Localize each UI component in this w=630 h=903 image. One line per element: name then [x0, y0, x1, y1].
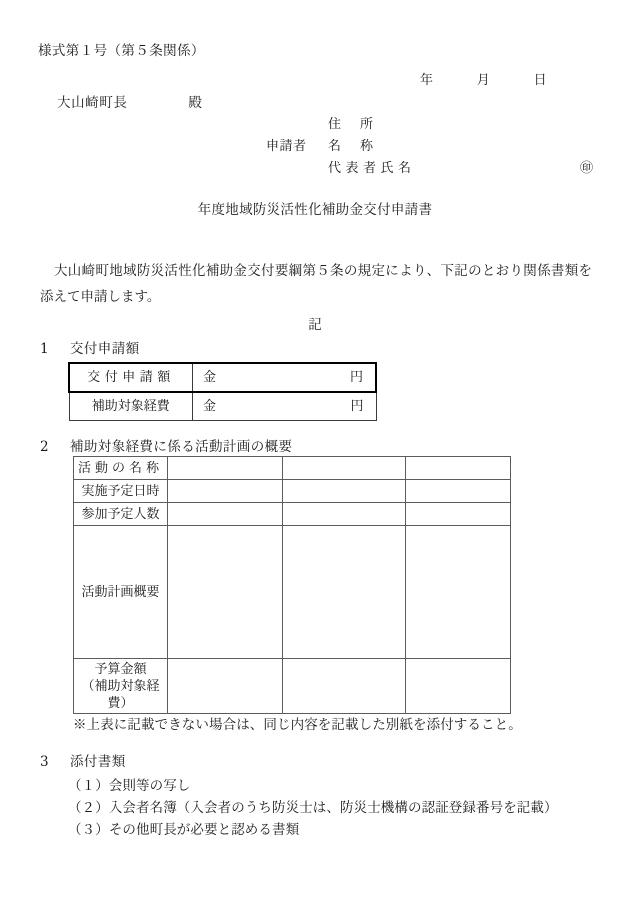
table-row: [74, 480, 511, 503]
date-month-label: 月: [476, 73, 491, 88]
page-title: 年度地域防災活性化補助金交付申請書: [197, 202, 433, 218]
table-row: [74, 503, 511, 526]
section-3-title: 添付書類: [70, 754, 126, 770]
attachment-marker-1: （１）: [68, 778, 109, 794]
section-2-heading: [40, 441, 292, 455]
section-1-heading: [40, 343, 140, 357]
participants-label-cell: [74, 503, 168, 526]
budget-label-line2: （補助対象経費）: [81, 678, 160, 711]
section-3-number: 3: [40, 754, 49, 770]
table-note: ※上表に記載できない場合は、同じ内容を記載した別紙を添付すること。: [73, 717, 522, 733]
applicant-block: [266, 118, 593, 184]
addressee-name: 大山崎町長: [57, 95, 128, 111]
applicant-row-address: [266, 118, 593, 140]
budget-label-cell: [74, 659, 168, 714]
applicant-tag: 申請者: [266, 139, 307, 154]
eligible-expense-label: 補助対象経費: [91, 399, 170, 414]
section-2-title: 補助対象経費に係る活動計画の概要: [70, 439, 293, 455]
ki-marker: 記: [308, 317, 322, 333]
participants-cell-3[interactable]: [406, 503, 511, 526]
applicant-row-name: [266, 140, 593, 162]
date-year-label: 年: [420, 73, 434, 88]
list-item: [68, 824, 299, 838]
participants-label: 参加予定人数: [81, 506, 160, 522]
body-paragraph: 大山崎町地域防災活性化補助金交付要綱第５条の規定により、下記のとおり関係書類を添えて申請します。: [40, 263, 592, 305]
list-item: [68, 802, 558, 816]
attachment-marker-3: （３）: [68, 822, 109, 838]
schedule-label: 実施予定日時: [81, 483, 160, 499]
plan-outline-label-cell: [74, 526, 168, 659]
table-row: [74, 659, 511, 714]
section-3-heading: [40, 756, 126, 770]
table-row: [69, 392, 376, 421]
attachment-text-1: 会則等の写し: [108, 778, 191, 794]
schedule-cell-2[interactable]: [283, 480, 406, 503]
activity-name-cell-1[interactable]: [168, 457, 283, 480]
schedule-label-cell: [74, 480, 168, 503]
date-line: [420, 74, 547, 87]
applicant-row-representative: [266, 162, 593, 184]
amount-currency-suffix: 円: [349, 370, 363, 385]
amount-label: 交付申請額: [87, 370, 175, 385]
plan-outline-cell-1[interactable]: [168, 526, 283, 659]
amount-value-cell[interactable]: [193, 363, 377, 392]
section-1-number: 1: [40, 341, 49, 357]
form-number: 様式第１号（第５条関係）: [38, 43, 205, 59]
plan-outline-cell-3[interactable]: [406, 526, 511, 659]
list-item: [68, 780, 190, 794]
table-row: [69, 363, 376, 392]
budget-label-line1: 予算金額: [94, 661, 147, 677]
addressee-line: [57, 97, 203, 111]
participants-cell-2[interactable]: [283, 503, 406, 526]
date-day-label: 日: [533, 73, 548, 88]
section-2-number: 2: [40, 439, 49, 455]
budget-cell-3[interactable]: [406, 659, 511, 714]
activity-name-cell-2[interactable]: [283, 457, 406, 480]
eligible-expense-value-cell[interactable]: [193, 392, 377, 421]
table-row: [74, 457, 511, 480]
schedule-cell-1[interactable]: [168, 480, 283, 503]
participants-cell-1[interactable]: [168, 503, 283, 526]
addressee-honorific: 殿: [188, 95, 203, 111]
activity-name-cell-3[interactable]: [406, 457, 511, 480]
activity-name-label: 活動の名称: [77, 460, 163, 476]
activity-plan-table: [73, 456, 511, 714]
eligible-currency-prefix: 金: [203, 399, 217, 414]
schedule-cell-3[interactable]: [406, 480, 511, 503]
plan-outline-label: 活動計画概要: [81, 584, 160, 600]
section-1-title: 交付申請額: [70, 341, 140, 357]
applicant-name-label: 名称: [328, 139, 393, 154]
attachment-text-3: その他町長が必要と認める書類: [108, 822, 300, 838]
budget-cell-2[interactable]: [283, 659, 406, 714]
activity-name-label-cell: [74, 457, 168, 480]
eligible-currency-suffix: 円: [350, 399, 364, 414]
budget-cell-1[interactable]: [168, 659, 283, 714]
plan-outline-cell-2[interactable]: [283, 526, 406, 659]
attachment-text-2: 入会者名簿（入会者のうち防災士は、防災士機構の認証登録番号を記載）: [108, 800, 558, 816]
amount-label-cell: [69, 363, 193, 392]
attachment-marker-2: （２）: [68, 800, 109, 816]
table-row: [74, 526, 511, 659]
seal-icon: ㊞: [580, 161, 594, 176]
amount-currency-prefix: 金: [203, 370, 217, 385]
applicant-representative-label: 代表者氏名: [328, 161, 416, 176]
applicant-address-label: 住所: [328, 117, 393, 132]
application-amount-table: [68, 362, 377, 421]
eligible-expense-label-cell: [69, 392, 193, 421]
